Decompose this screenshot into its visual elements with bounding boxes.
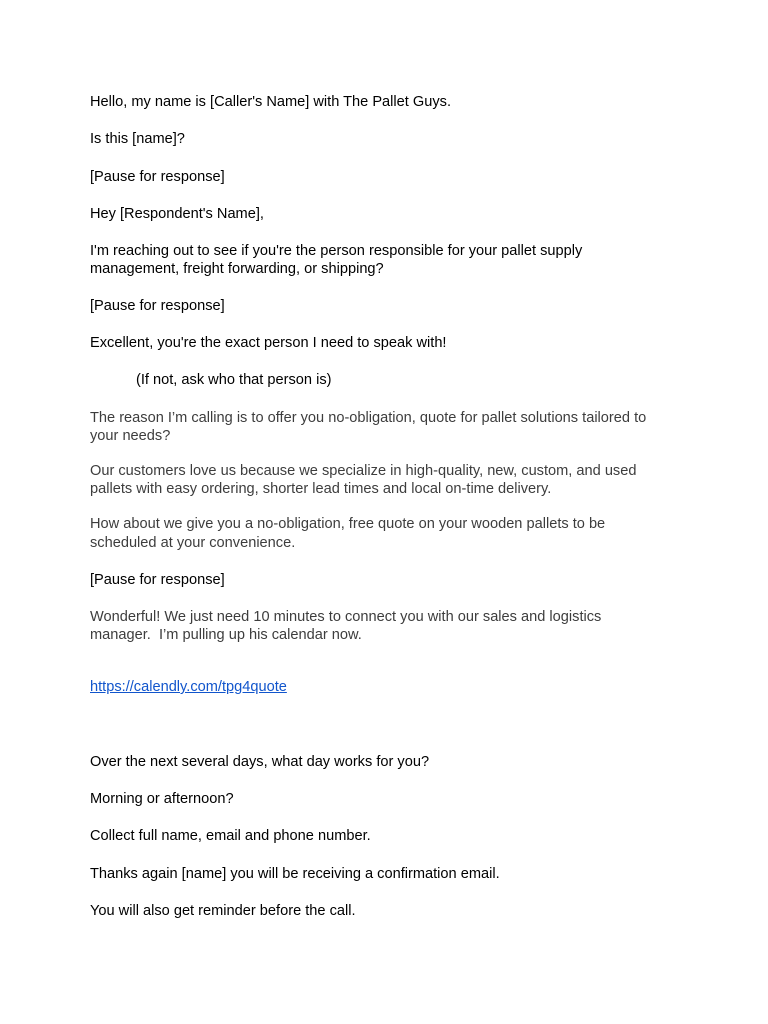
thanks-line: Thanks again [name] you will be receiving a confirmation email. — [90, 866, 500, 882]
excellent-line: Excellent, you're the exact person I need to speak with! — [90, 335, 447, 351]
time-question-line: Morning or afternoon? — [90, 791, 234, 807]
reason-line-1: The reason I’m calling is to offer you no-obligation, quote for pallet solutions tailored to — [90, 410, 647, 426]
wonderful-line-2: manager. I’m pulling up his calendar now. — [90, 627, 362, 643]
respondent-greeting-line: Hey [Respondent's Name], — [90, 206, 264, 222]
responsibility-question-line-2: management, freight forwarding, or shipping? — [90, 261, 384, 277]
calendly-link[interactable]: https://calendly.com/tpg4quote — [90, 679, 287, 695]
greeting-line: Hello, my name is [Caller's Name] with The Pallet Guys. — [90, 94, 451, 110]
wonderful-line-1: Wonderful! We just need 10 minutes to connect you with our sales and logistics — [90, 609, 602, 625]
pause-line-2: [Pause for response] — [90, 298, 225, 314]
confirm-name-line: Is this [name]? — [90, 131, 185, 147]
pause-line-1: [Pause for response] — [90, 169, 225, 185]
customers-line-2: pallets with easy ordering, shorter lead times and local on-time delivery. — [90, 481, 552, 497]
pause-line-3: [Pause for response] — [90, 572, 225, 588]
quote-offer-line-1: How about we give you a no-obligation, free quote on your wooden pallets to be — [90, 516, 606, 532]
reason-line-2: your needs? — [90, 428, 171, 444]
reminder-line: You will also get reminder before the call. — [90, 903, 356, 919]
collect-info-line: Collect full name, email and phone number. — [90, 828, 371, 844]
customers-line-1: Our customers love us because we specialize in high-quality, new, custom, and used — [90, 463, 637, 479]
quote-offer-line-2: scheduled at your convenience. — [90, 535, 296, 551]
if-not-note: (If not, ask who that person is) — [136, 372, 332, 388]
responsibility-question-line-1: I'm reaching out to see if you're the person responsible for your pallet supply — [90, 243, 583, 259]
day-question-line: Over the next several days, what day works for you? — [90, 754, 430, 770]
